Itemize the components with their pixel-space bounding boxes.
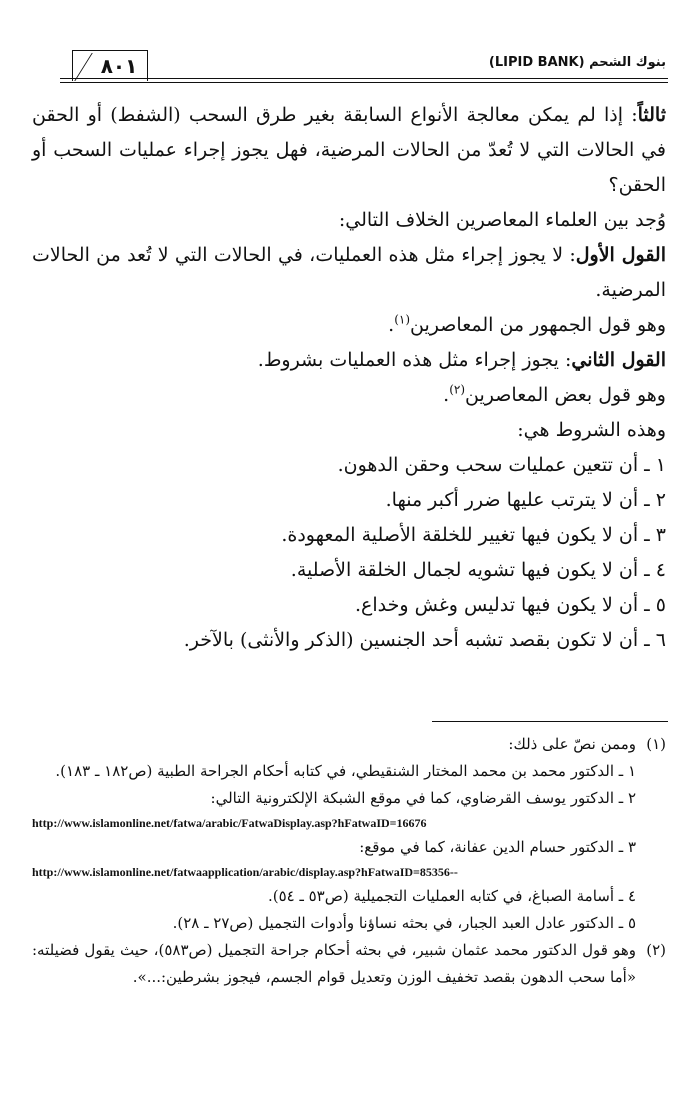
lead-thirdly: ثالثاً [637, 104, 666, 126]
footnote-1-number: (١) [646, 735, 666, 753]
footnote-url-1[interactable]: http://www.islamonline.net/fatwa/arabic/FatwaDisplay.asp?hFatwaID=16676 [32, 816, 427, 830]
lead-second-opinion: القول الثاني [571, 349, 666, 371]
footnote-1-item: ٣ ـ الدكتور حسام الدين عفانة، كما في موقع: [359, 838, 636, 856]
condition-item: ٥ ـ أن لا يكون فيها تدليس وغش وخداع. [355, 594, 666, 616]
header-rule [60, 78, 668, 79]
footnote-ref-1[interactable]: (١) [394, 312, 411, 327]
footnote-separator [432, 721, 668, 722]
condition-item: ٦ ـ أن لا تكون بقصد تشبه أحد الجنسين (الذكر والأنثى) بالآخر. [183, 629, 666, 651]
condition-item: ٢ ـ أن لا يترتب عليها ضرر أكبر منها. [385, 489, 666, 511]
footnote-1 [32, 731, 666, 937]
page-number-box [72, 50, 148, 81]
period: . [388, 314, 395, 336]
text-first-opinion: : لا يجوز إجراء مثل هذه العمليات، في الحالات التي لا تُعد من الحالات المرضية. [32, 244, 666, 301]
period: . [443, 384, 450, 406]
header-rule-thin [60, 82, 668, 83]
text-second-opinion: : يجوز إجراء مثل هذه العمليات بشروط. [257, 349, 572, 371]
paragraph-dispute: وُجد بين العلماء المعاصرين الخلاف التالي: [338, 209, 666, 231]
main-text [32, 98, 666, 658]
conditions-list [32, 448, 666, 658]
condition-item: ١ ـ أن تتعين عمليات سحب وحقن الدهون. [337, 454, 666, 476]
footnote-url-2[interactable]: http://www.islamonline.net/fatwaapplication/arabic/display.asp?hFatwaID=85356-- [32, 865, 458, 879]
paragraph-thirdly [32, 98, 666, 203]
footnote-1-item: ٢ ـ الدكتور يوسف القرضاوي، كما في موقع الشبكة الإلكترونية التالي: [210, 789, 636, 807]
first-opinion-note: وهو قول الجمهور من المعاصرين [410, 314, 666, 336]
footnote-ref-2[interactable]: (٢) [449, 382, 466, 397]
condition-item: ٤ ـ أن لا يكون فيها تشويه لجمال الخلقة الأصلية. [290, 559, 666, 581]
condition-item: ٣ ـ أن لا يكون فيها تغيير للخلقة الأصلية المعهودة. [281, 524, 666, 546]
footnote-1-item: ٤ ـ أسامة الصباغ، في كتابه العمليات التجميلية (ص٥٣ ـ ٥٤). [267, 887, 636, 905]
text-thirdly: : إذا لم يمكن معالجة الأنواع السابقة بغير طرق السحب (الشفط) أو الحقن في الحالات التي لا تُعدّ من الحالات المرضية، فهل يجوز إجراء عمليات السحب أو الحقن؟ [32, 104, 666, 196]
footnote-2-text: وهو قول الدكتور محمد عثمان شبير، في بحثه أحكام جراحة التجميل (ص٥٨٣)، حيث يقول فضيلته: «أما سحب الدهون بقصد تخفيف الوزن وتعديل قوام الجسم، فيجوز بشرطين:...». [32, 941, 636, 986]
page-number: ٨٠١ [100, 54, 138, 78]
running-title: بنوك الشحم (LIPID BANK) [488, 55, 666, 70]
paragraph-first-opinion-note [32, 308, 666, 343]
footnote-2 [32, 937, 666, 991]
lead-first-opinion: القول الأول [575, 244, 666, 266]
paragraph-first-opinion [32, 238, 666, 308]
paragraph-second-opinion-note [32, 378, 666, 413]
footnote-2-number: (٢) [646, 941, 666, 959]
footnotes [32, 731, 666, 991]
second-opinion-note: وهو قول بعض المعاصرين [465, 384, 666, 406]
footnote-1-item: ١ ـ الدكتور محمد بن محمد المختار الشنقيطي، في كتابه أحكام الجراحة الطبية (ص١٨٢ ـ ١٨٣). [55, 762, 636, 780]
paragraph-second-opinion [32, 343, 666, 378]
conditions-intro: وهذه الشروط هي: [517, 419, 666, 441]
footnote-1-intro: وممن نصّ على ذلك: [508, 735, 636, 753]
footnote-1-body [32, 731, 636, 937]
footnote-1-item: ٥ ـ الدكتور عادل العبد الجبار، في بحثه نساؤنا وأدوات التجميل (ص٢٧ ـ ٢٨). [172, 914, 636, 932]
